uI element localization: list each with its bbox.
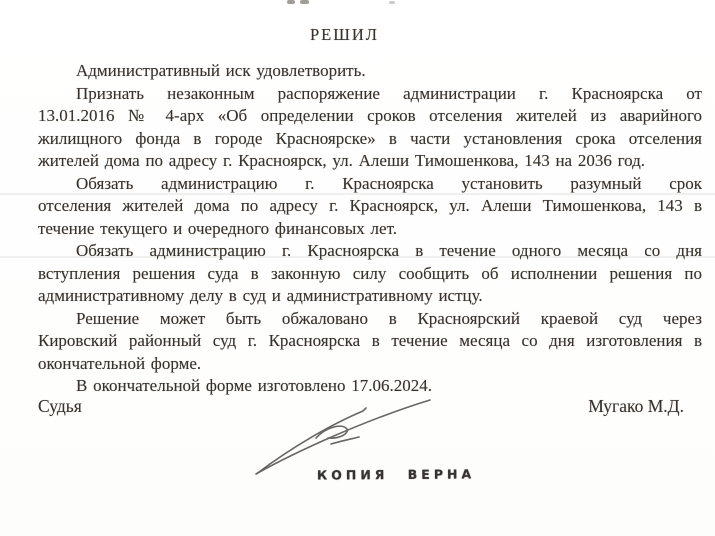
text-line: Административный иск удовлетворить. [76,61,366,80]
text-line: окончательной форме. [38,353,202,373]
judge-name: Мугако М.Д. [588,396,684,416]
paragraph [38,240,702,308]
scan-artifact [287,0,295,4]
text-line: вступления решения суда в законную силу сообщить об исполнении решения по [38,263,702,283]
text-line: жилищного фонда в городе Красноярске» в части установления срока отселения [38,128,702,148]
scan-artifact [389,1,395,4]
text-line: Признать незаконным распоряжение администрации г. Красноярска от [76,83,702,103]
paragraph [38,173,702,241]
text-line: течение текущего и очередного финансовых лет. [38,218,397,238]
text-line: Обязать администрацию г. Красноярска установить разумный срок [76,173,702,193]
paragraph [38,60,702,83]
paragraph [38,83,702,173]
decision-heading: РЕШИЛ [309,25,379,44]
text-line: 13.01.2016 № 4-арх «Об определении сроков отселения жителей из аварийного [38,106,702,125]
text-line: Решение может быть обжаловано в Красноярский краевой суд через [76,308,702,328]
text-line: административному делу в суд и административному истцу. [38,286,483,305]
judge-role-label: Судья [38,396,82,416]
text-line: Кировский районный суд г. Красноярска в течение месяца со дня изготовления в [38,331,702,350]
document-body [38,60,702,398]
text-line: В окончательной форме изготовлено 17.06.2024. [76,376,432,395]
text-line: Обязать администрацию г. Красноярска в течение одного месяца со дня [76,241,702,260]
text-line: отселения жителей дома по адресу г. Красноярск, ул. Алеши Тимошенкова, 143 в [38,196,702,215]
copy-true-stamp: КОПИЯ ВЕРНА [316,466,476,483]
scan-artifact [300,0,309,4]
text-line: жителей дома по адресу г. Красноярск, ул. Алеши Тимошенкова, 143 на 2036 год. [38,151,646,170]
paragraph [38,308,702,376]
